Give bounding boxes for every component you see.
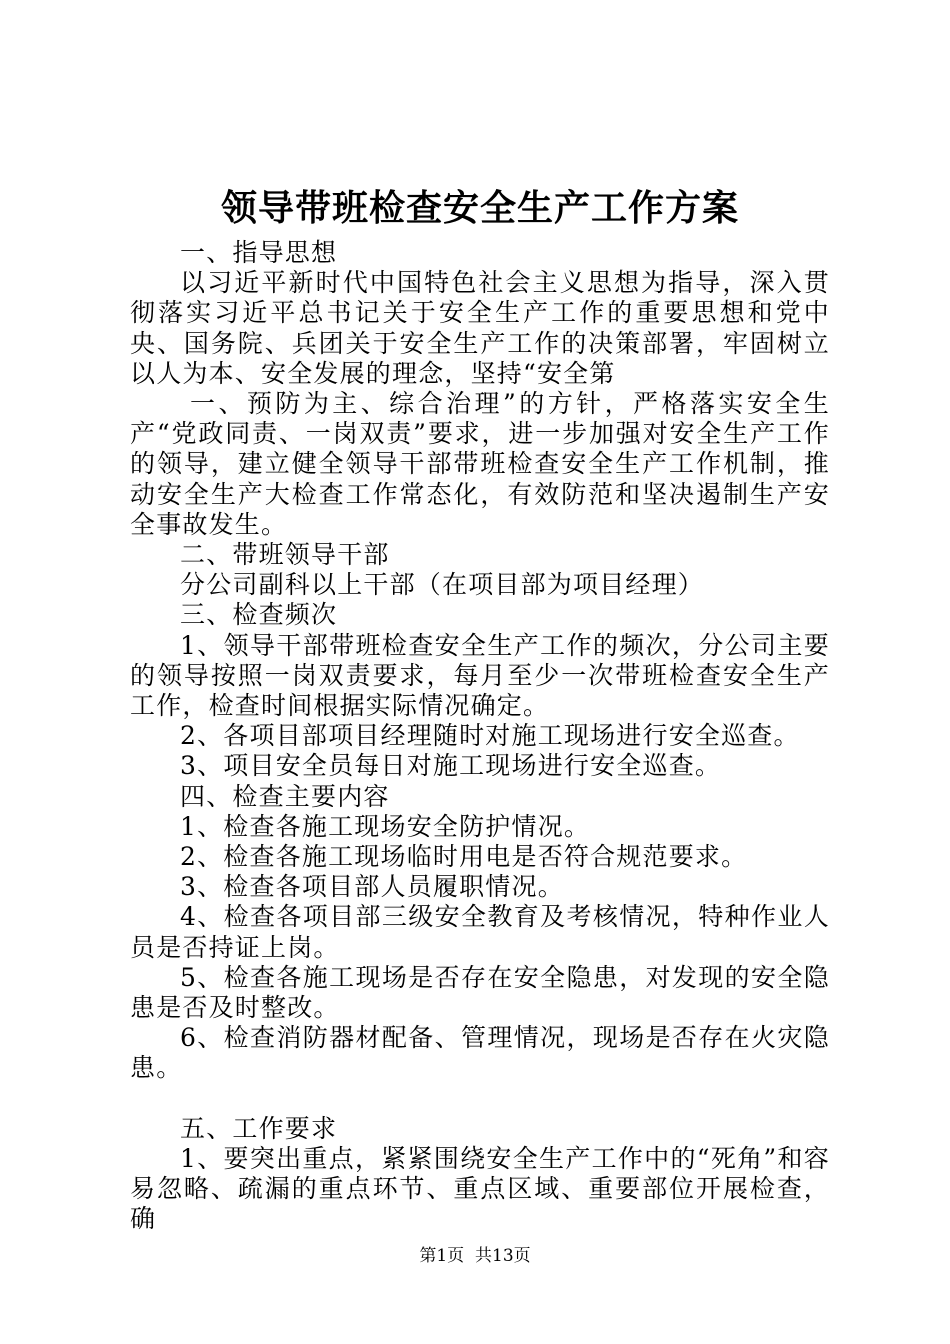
section-heading: 三、检查频次 [180,600,338,630]
list-item: 2、检查各施工现场临时用电是否符合规范要求。 [180,842,748,872]
list-item: 6、检查消防器材配备、管理情况，现场是否存在火灾隐患。 [130,1023,830,1083]
paragraph: 一、预防为主、综合治理”的方针，严格落实安全生产“党政同责、一岗双责”要求，进一步加强对安全生产工作的领导，建立健全领导干部带班检查安全生产工作机制，推动安全生产大检查工作常态化，有效防范和坚决遏制生产安全事故发生。 [130,389,830,539]
paragraph: 以习近平新时代中国特色社会主义思想为指导，深入贯彻落实习近平总书记关于安全生产工作的重要思想和党中央、国务院、兵团关于安全生产工作的决策部署，牢固树立以人为本、安全发展的理念，坚持“安全第 [130,268,830,388]
blank-line [130,1084,830,1114]
document-body [130,238,830,1235]
total-pages: 共13页 [475,1246,531,1266]
list-item: 5、检查各施工现场是否存在安全隐患，对发现的安全隐患是否及时整改。 [130,962,830,1023]
list-item: 3、项目安全员每日对施工现场进行安全巡查。 [180,751,722,781]
list-item: 4、检查各项目部三级安全教育及考核情况，特种作业人员是否持证上岗。 [130,902,830,962]
paragraph: 分公司副科以上干部（在项目部为项目经理） [180,570,705,600]
section-heading: 一、指导思想 [180,238,338,267]
list-item: 2、各项目部项目经理随时对施工现场进行安全巡查。 [180,721,800,751]
list-item: 1、检查各施工现场安全防护情况。 [180,811,591,841]
list-item: 1、要突出重点，紧紧围绕安全生产工作中的“死角”和容易忽略、疏漏的重点环节、重点区域、重要部位开展检查，确 [130,1144,830,1234]
section-heading: 四、检查主要内容 [180,781,390,811]
page-number: 第1页 [419,1246,465,1266]
list-item: 3、检查各项目部人员履职情况。 [180,872,564,902]
document-title: 领导带班检查安全生产工作方案 [220,187,739,229]
page-footer [0,1244,950,1268]
section-heading: 五、工作要求 [180,1113,338,1143]
list-item: 1、领导干部带班检查安全生产工作的频次，分公司主要的领导按照一岗双责要求，每月至少一次带班检查安全生产工作，检查时间根据实际情况确定。 [130,630,830,721]
section-heading: 二、带班领导干部 [180,540,390,570]
